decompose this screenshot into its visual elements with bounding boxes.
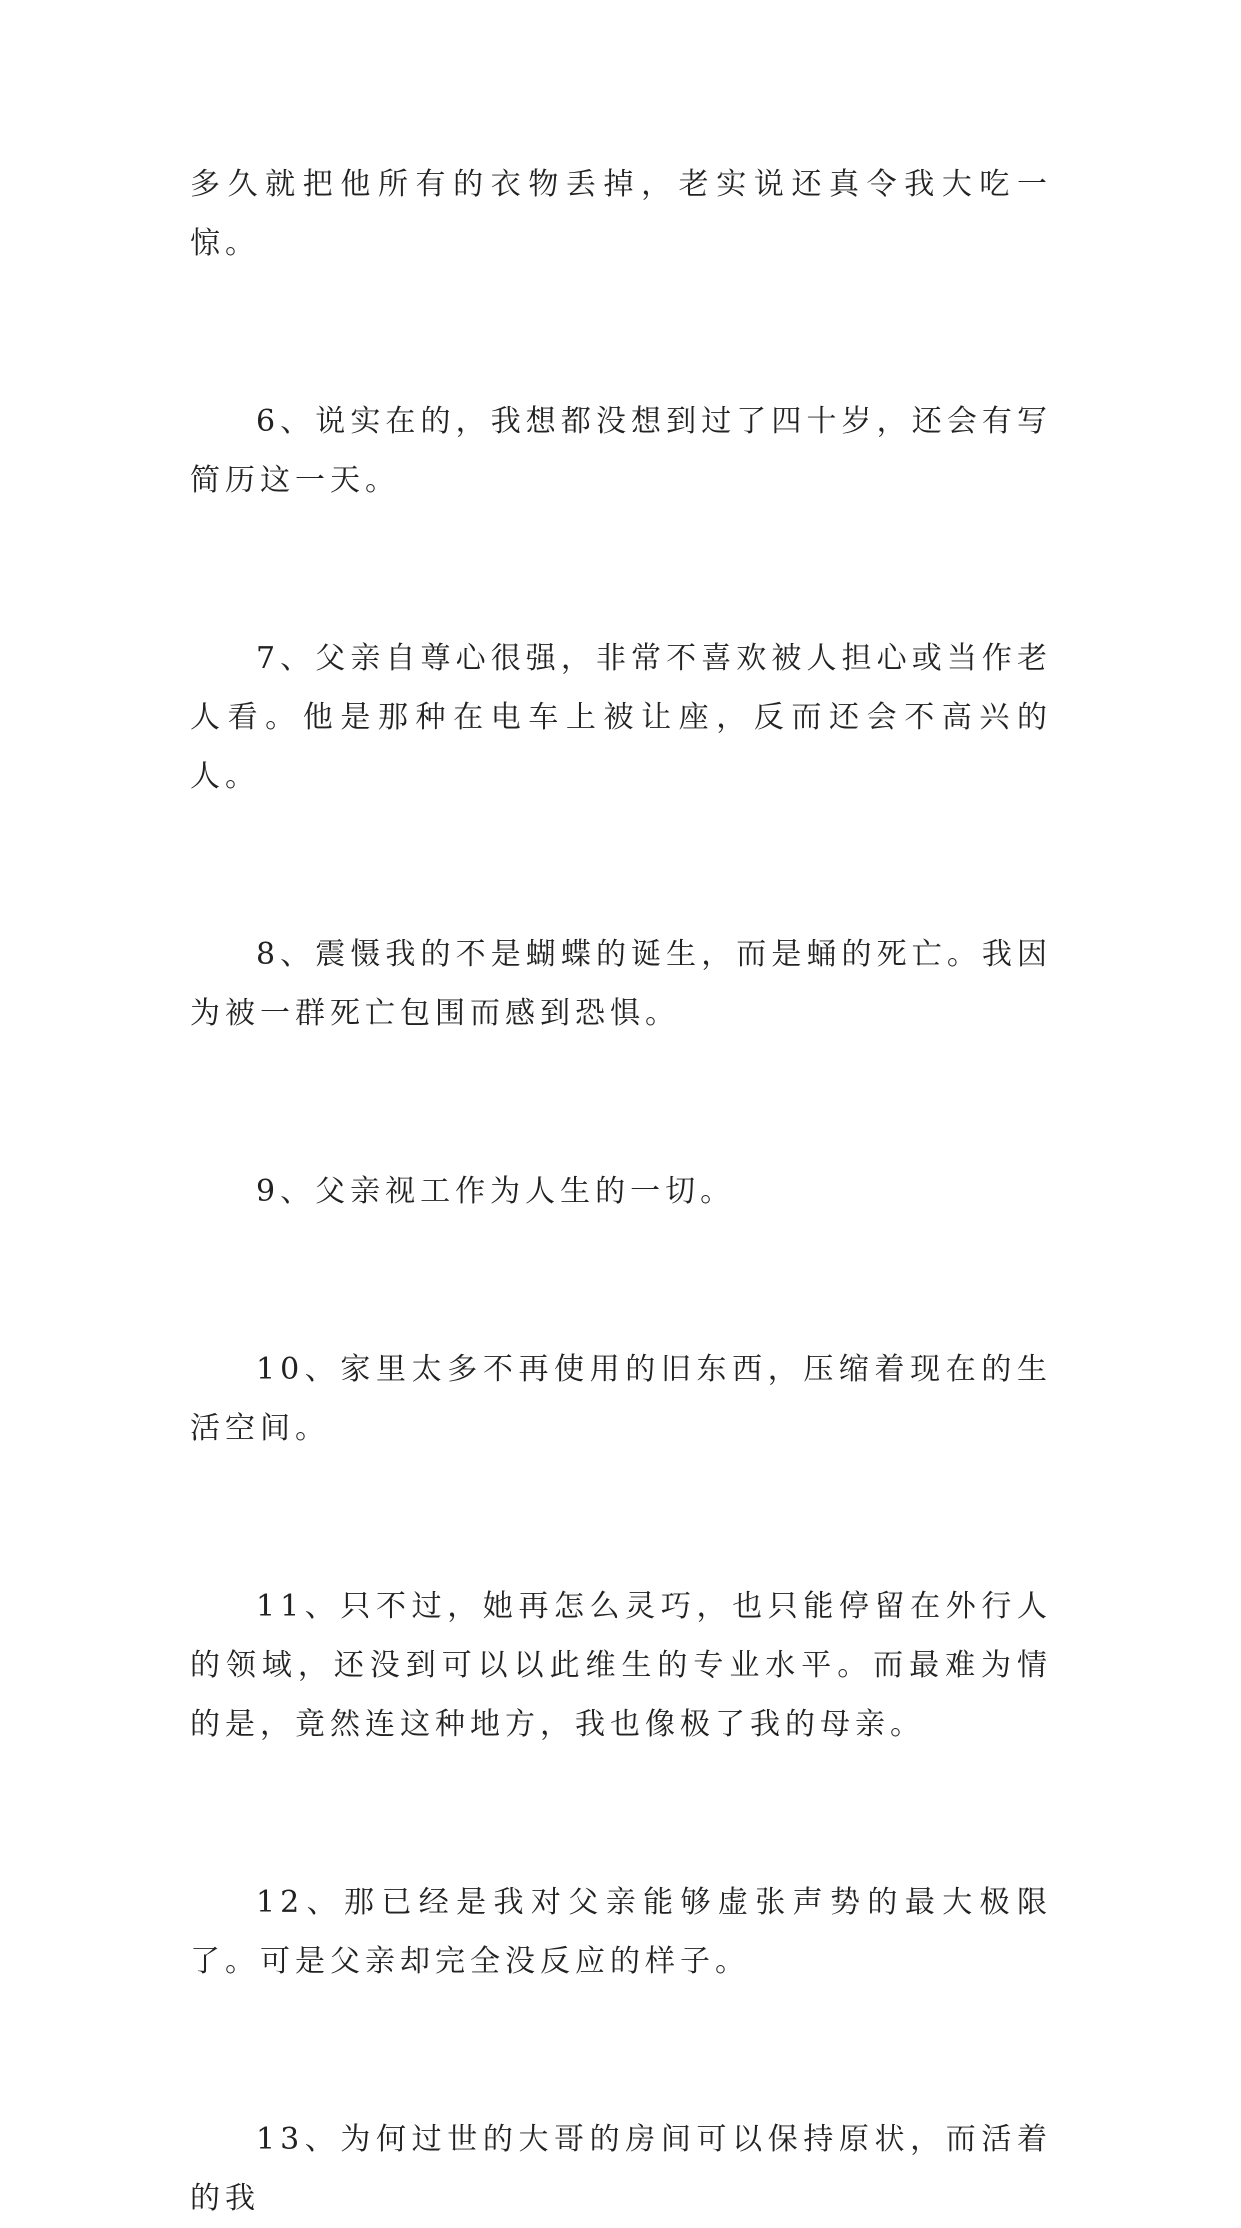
- paragraph-item-6: 6、说实在的，我想都没想到过了四十岁，还会有写简历这一天。: [190, 404, 1052, 498]
- paragraph-spacer: [190, 1754, 1052, 1873]
- paragraph-spacer: [190, 806, 1052, 925]
- paragraph-spacer: [190, 1458, 1052, 1577]
- paragraph-spacer: [190, 510, 1052, 629]
- paragraph-item-8: 8、震慑我的不是蝴蝶的诞生，而是蛹的死亡。我因为被一群死亡包围而感到恐惧。: [190, 937, 1052, 1031]
- document-body: [190, 155, 1052, 2228]
- paragraph-spacer: [190, 1043, 1052, 1162]
- paragraph-item-13: 13、为何过世的大哥的房间可以保持原状，而活着的我: [190, 2122, 1052, 2216]
- paragraph-item-7: 7、父亲自尊心很强，非常不喜欢被人担心或当作老人看。他是那种在电车上被让座，反而还会不高兴的人。: [190, 641, 1052, 794]
- paragraph-spacer: [190, 273, 1052, 392]
- paragraph-item-12: 12、那已经是我对父亲能够虚张声势的最大极限了。可是父亲却完全没反应的样子。: [190, 1885, 1052, 1979]
- paragraph-continuation: 多久就把他所有的衣物丢掉，老实说还真令我大吃一惊。: [190, 167, 1052, 261]
- paragraph-item-11: 11、只不过，她再怎么灵巧，也只能停留在外行人的领域，还没到可以以此维生的专业水平。而最难为情的是，竟然连这种地方，我也像极了我的母亲。: [190, 1589, 1052, 1742]
- paragraph-spacer: [190, 1991, 1052, 2110]
- paragraph-spacer: [190, 1221, 1052, 1340]
- paragraph-item-9: 9、父亲视工作为人生的一切。: [256, 1174, 736, 1209]
- paragraph-item-10: 10、家里太多不再使用的旧东西，压缩着现在的生活空间。: [190, 1352, 1052, 1446]
